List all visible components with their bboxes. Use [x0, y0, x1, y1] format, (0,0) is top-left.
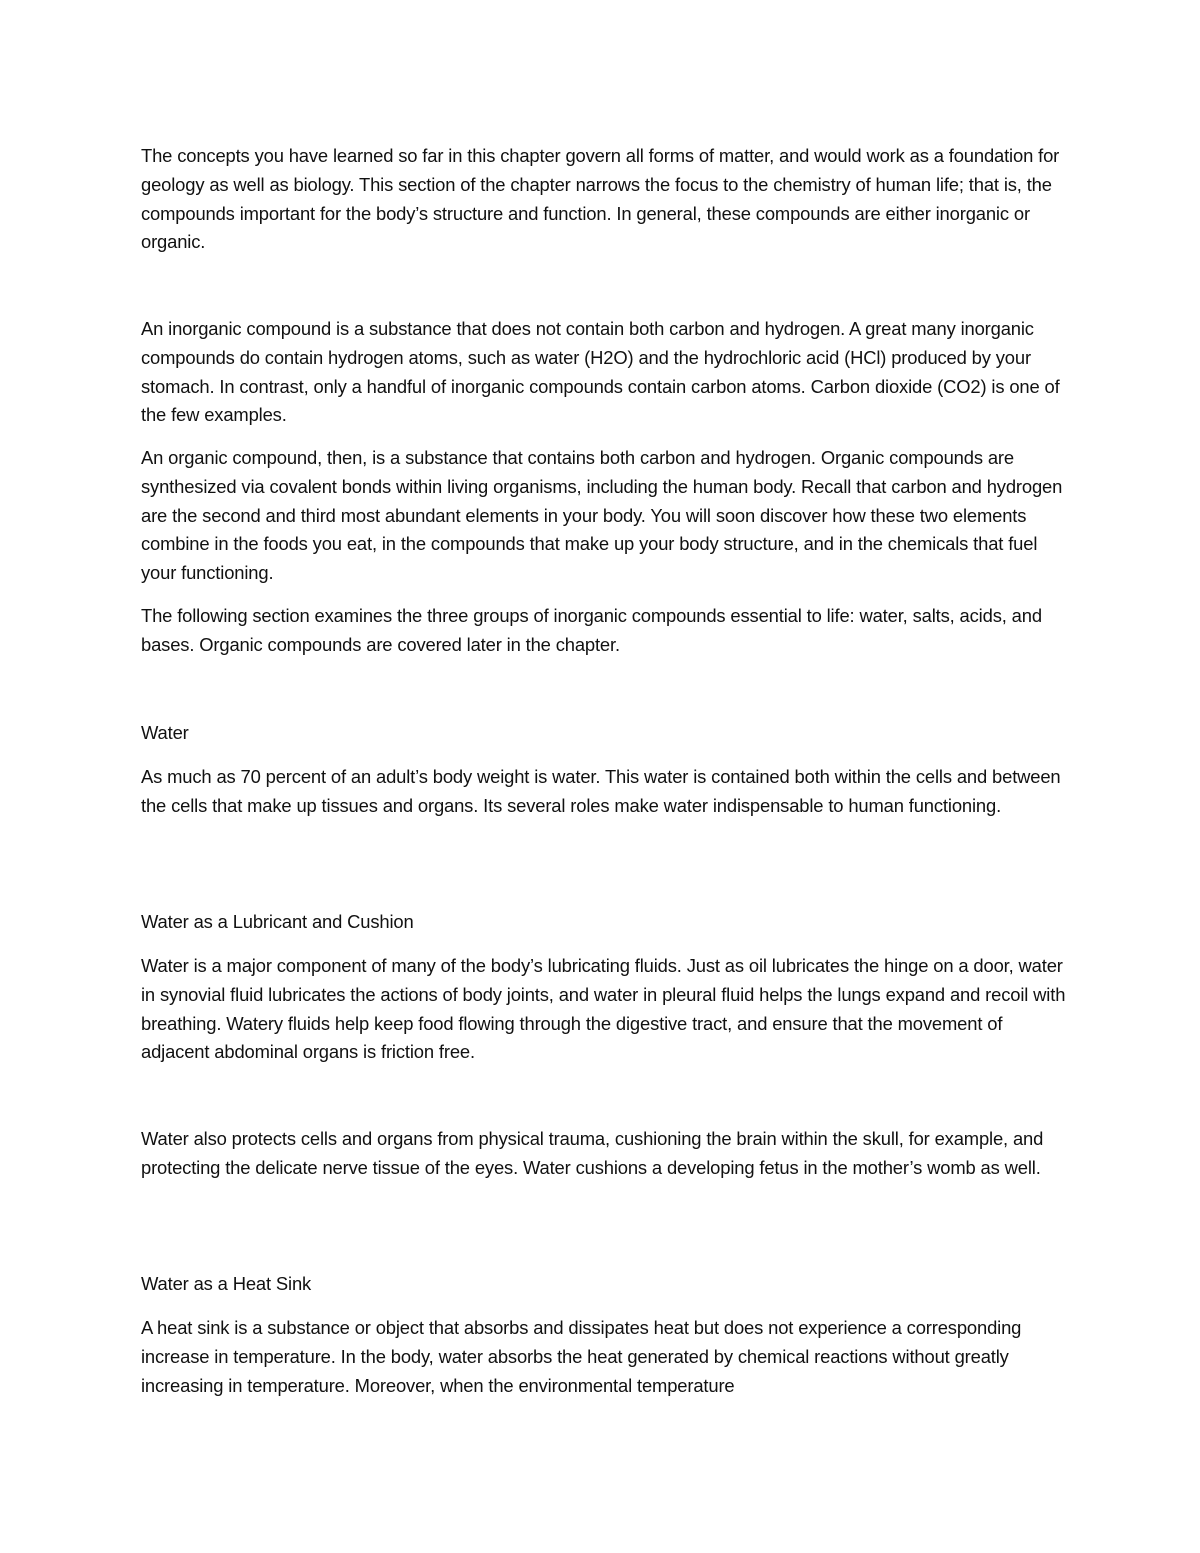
lubricant-paragraph: Water is a major component of many of the body’s lubricating fluids. Just as oil lubricates the hinge on a door, water in synovial fluid lubricates the actions of body joints, and water in pleural fluid helps the lungs expand and recoil with breathing. Watery fluids help keep food flowing through the digestive tract, and ensure that the movement of adjacent abdominal organs is friction free. [141, 955, 1066, 1063]
heat-sink-heading: Water as a Heat Sink [141, 1273, 312, 1294]
intro-paragraph: The concepts you have learned so far in this chapter govern all forms of matter, and would work as a foundation for geology as well as biology. This section of the chapter narrows the focus to the chemistry of human life; that is, the compounds important for the body’s structure and function. In general, these compounds are either inorganic or organic. [141, 145, 1060, 253]
lubricant-cushion-heading: Water as a Lubricant and Cushion [141, 911, 414, 932]
organic-compound-paragraph: An organic compound, then, is a substance that contains both carbon and hydrogen. Organic compounds are synthesized via covalent bonds within living organisms, including the human body. Recall that carbon and hydrogen are the second and third most abundant elements in your body. You will soon discover how these two elements combine in the foods you eat, in the compounds that make up your body structure, and in the chemicals that fuel your functioning. [141, 447, 1063, 584]
cushion-paragraph: Water also protects cells and organs from physical trauma, cushioning the brain within the skull, for example, and protecting the delicate nerve tissue of the eyes. Water cushions a developing fetus in the mother’s womb as well. [141, 1128, 1044, 1178]
following-section-paragraph: The following section examines the three groups of inorganic compounds essential to life: water, salts, acids, and bases. Organic compounds are covered later in the chapter. [141, 605, 1042, 655]
inorganic-compound-paragraph: An inorganic compound is a substance that does not contain both carbon and hydrogen. A great many inorganic compounds do contain hydrogen atoms, such as water (H2O) and the hydrochloric acid (HCl) produced by your stomach. In contrast, only a handful of inorganic compounds contain carbon atoms. Carbon dioxide (CO2) is one of the few examples. [141, 318, 1060, 426]
heat-sink-paragraph: A heat sink is a substance or object that absorbs and dissipates heat but does not experience a corresponding increase in temperature. In the body, water absorbs the heat generated by chemical reactions without greatly increasing in temperature. Moreover, when the environmental temperature [141, 1317, 1022, 1396]
water-heading: Water [141, 722, 189, 743]
water-paragraph: As much as 70 percent of an adult’s body weight is water. This water is contained both within the cells and between the cells that make up tissues and organs. Its several roles make water indispensable to human functioning. [141, 766, 1061, 816]
